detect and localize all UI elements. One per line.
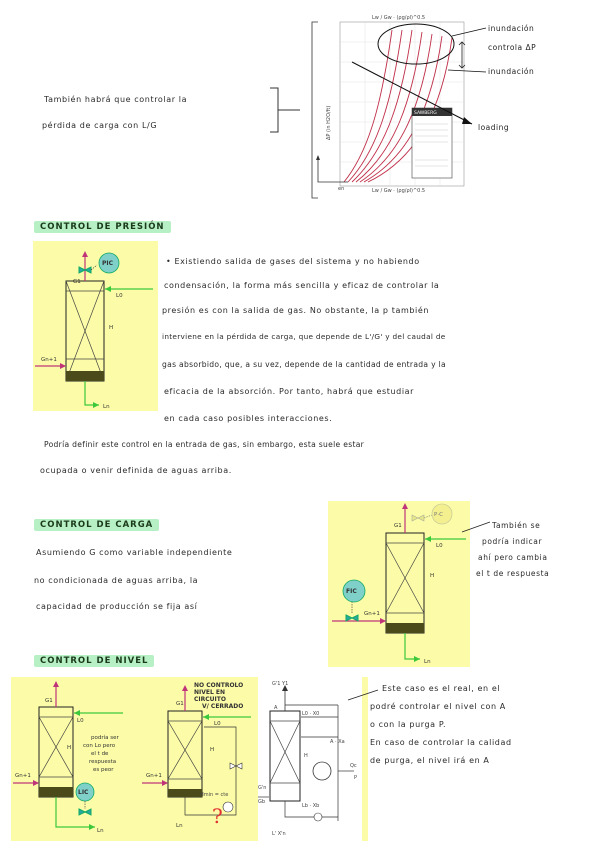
level-line-1: Este caso es el real, en el xyxy=(382,684,501,693)
level-line-5: de purga, el nivel irá en A xyxy=(370,756,490,765)
g1-label: G1 xyxy=(73,279,81,285)
level2-note-1: NO CONTROLO xyxy=(194,682,244,689)
top-diagram xyxy=(0,0,600,220)
axis-arrow-label: en xyxy=(338,186,345,192)
pressure-panel xyxy=(33,241,158,411)
load-side-note-3: ahí pero cambia xyxy=(478,553,548,562)
load-panel xyxy=(328,501,470,667)
lic-label: LIC xyxy=(78,789,89,796)
level2-hmin-label: Hmin = cte xyxy=(200,792,229,798)
level1-gn1-label: Gn+1 xyxy=(15,773,31,779)
load-line-2: no condicionada de aguas arriba, la xyxy=(34,576,199,585)
load-h-label: H xyxy=(430,573,435,579)
fic-label: FIC xyxy=(346,588,357,595)
load-line-3: capacidad de producción se fija así xyxy=(36,602,198,611)
level-line-2: podré controlar el nivel con A xyxy=(370,702,506,711)
level1-note-1: podría ser xyxy=(91,735,119,741)
level3-top-label: G'1 Y1 xyxy=(272,681,289,687)
level3-qc-label: Qc xyxy=(350,763,357,769)
label-control-dp: controla ΔP xyxy=(488,43,537,52)
level1-note-3: el t de xyxy=(91,751,109,757)
load-column-diagram xyxy=(328,501,470,667)
level-line-4: En caso de controlar la calidad xyxy=(370,738,512,747)
top-note-line2: pérdida de carga con L/G xyxy=(42,121,158,130)
gn1-label: Gn+1 xyxy=(41,357,57,363)
level3-gb-label: Gb xyxy=(258,799,266,805)
load-gn1-label: Gn+1 xyxy=(364,611,380,617)
level3-ln-label: L' X'n xyxy=(272,831,286,837)
load-title: CONTROL DE CARGA xyxy=(34,519,159,531)
level1-l0-label: L0 xyxy=(77,718,84,724)
load-side-note-2: podría indicar xyxy=(482,537,543,546)
level3-h-label: H xyxy=(304,753,308,759)
level-title: CONTROL DE NIVEL xyxy=(34,655,154,667)
level1-note-5: es peor xyxy=(93,767,114,773)
pressure-line-7: en cada caso posibles interacciones. xyxy=(164,414,333,423)
label-loading: loading xyxy=(478,123,510,132)
l0-label: L0 xyxy=(116,293,123,299)
level2-gn1-label: Gn+1 xyxy=(146,773,162,779)
level2-ln-label: Ln xyxy=(176,823,183,829)
level3-p-label: P xyxy=(354,775,358,781)
level2-h-label: H xyxy=(210,747,215,753)
ln-label: Ln xyxy=(103,404,110,410)
load-line-1: Asumiendo G como variable independiente xyxy=(36,548,233,557)
label-inundacion-1: inundación xyxy=(488,24,535,33)
level3-l0-label: L0 · X0 xyxy=(302,711,320,717)
pressure-footer-2: ocupada o venir definida de aguas arriba. xyxy=(40,466,232,475)
level3-gn-label: G'n xyxy=(258,785,267,791)
pressure-line-4: interviene en la pérdida de carga, que depende de L'/G' y del caudal de xyxy=(162,332,446,341)
level1-note-4: respuesta xyxy=(89,759,117,765)
load-ln-label: Ln xyxy=(424,659,431,665)
level3-lb-label: Lb · Xb xyxy=(302,803,320,809)
load-side-note-4: el t de respuesta xyxy=(476,569,550,578)
chart-xlabel-top: Lw / Gw · (ρg/ρl)^0.5 xyxy=(372,15,426,21)
level3-ay-label: A · Xa xyxy=(330,739,345,745)
level1-h-label: H xyxy=(67,745,72,751)
level2-note-3: CIRCUITO xyxy=(194,696,226,703)
pressure-line-6: eficacia de la absorción. Por tanto, habrá que estudiar xyxy=(164,387,415,396)
level-diagram-1 xyxy=(11,677,136,841)
pressure-line-1: • Existiendo salida de gases del sistema y no habiendo xyxy=(166,257,420,266)
chart-legend-title: SAWBERG xyxy=(414,111,437,116)
pressure-line-3: presión es con la salida de gas. No obstante, la p también xyxy=(162,306,430,315)
level1-ln-label: Ln xyxy=(97,828,104,834)
pressure-line-2: condensación, la forma más sencilla y eficaz de controlar la xyxy=(164,281,440,290)
level1-note-2: con Lo pero xyxy=(83,743,116,749)
pressure-line-5: gas absorbido, que, a su vez, depende de la cantidad de entrada y la xyxy=(162,360,446,369)
pressure-title: CONTROL DE PRESIÓN xyxy=(34,221,171,233)
level1-g1-label: G1 xyxy=(45,698,53,704)
load-side-note-1: También se xyxy=(492,521,541,530)
load-l0-label: L0 xyxy=(436,543,443,549)
level2-note-4: V/ CERRADO xyxy=(202,703,244,710)
h-label: H xyxy=(109,325,114,331)
level-line-3: o con la purga P. xyxy=(370,720,447,729)
level2-note-2: NIVEL EN xyxy=(194,689,226,696)
level-diagram-2 xyxy=(136,677,256,841)
level3-a-label: A xyxy=(274,705,278,711)
pressure-footer-1: Podría definir este control en la entrada de gas, sin embargo, esta suele estar xyxy=(44,440,365,449)
pic-label: PIC xyxy=(102,260,114,267)
level2-l0-label: L0 xyxy=(214,721,221,727)
load-pic-label: P·C xyxy=(434,512,443,518)
load-g1-label: G1 xyxy=(394,523,402,529)
top-note-line1: También habrá que controlar la xyxy=(44,95,188,104)
pressure-column-diagram xyxy=(33,241,158,411)
label-inundacion-2: inundación xyxy=(488,67,535,76)
chart-xlabel-bottom: Lw / Gw · (ρg/ρl)^0.5 xyxy=(372,188,426,194)
level2-g1-label: G1 xyxy=(176,701,184,707)
level2-question-mark: ? xyxy=(212,804,223,828)
chart-ylabel: ΔP (in H2O/ft) xyxy=(326,105,332,140)
